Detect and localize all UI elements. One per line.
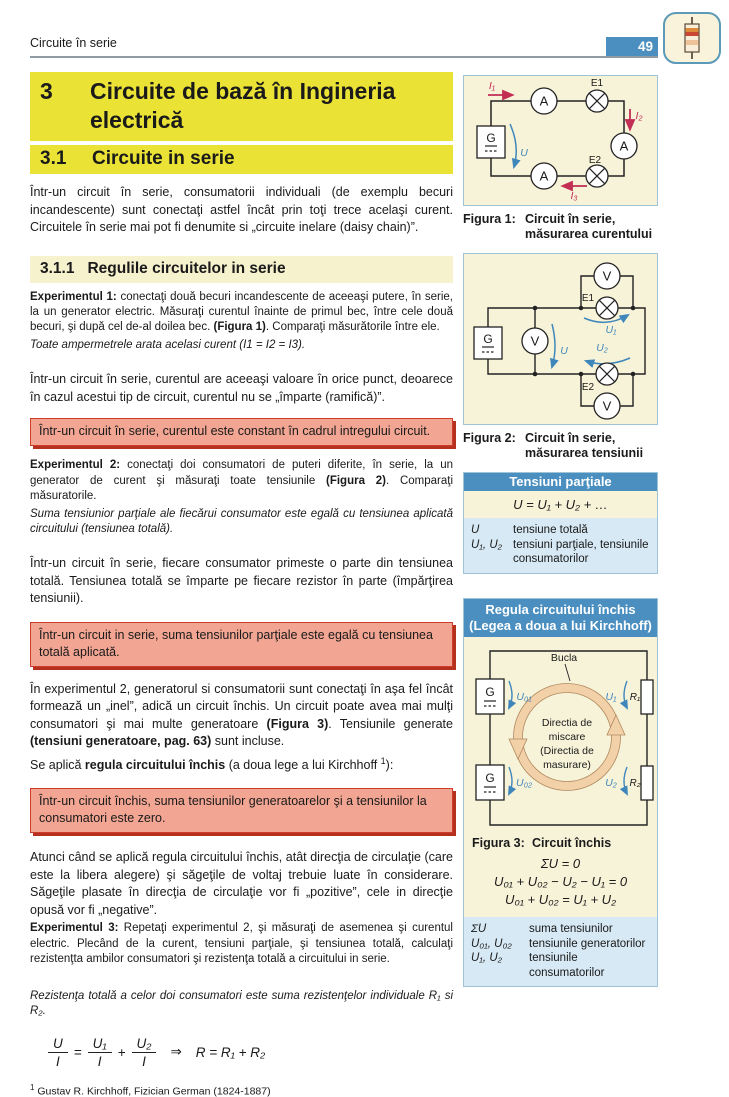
chapter-heading: [30, 72, 453, 141]
loop-rule-title-line2: (Legea a doua a lui Kirchhoff): [466, 618, 655, 634]
legend-definition: suma tensiunilor: [529, 922, 613, 937]
experiment-2-text: conectaţi doi consumatori de puteri diferite, în serie, la un generator de curent şi măsuraţi toate tensiunile: [30, 459, 453, 486]
legend-definition: tensiune totală: [513, 523, 588, 538]
observation-3: Rezistenţa totală a celor doi consumatori este suma rezistenţelor individuale R₁ si R₂.: [30, 989, 453, 1019]
generator-voltages-reference: (tensiuni generatoare, pag. 63): [30, 734, 211, 748]
numerator: U₁: [88, 1036, 112, 1053]
chapter-number: 3: [40, 77, 90, 135]
legend-definition: tensiuni parţiale, tensiunile consumatorilor: [513, 538, 650, 567]
paragraph-kirchhoff: [30, 753, 453, 775]
voltage-u1-label: U₁: [606, 691, 618, 703]
result-expression: R = R₁ + R₂: [196, 1045, 265, 1060]
lamp-e2-label: E2: [582, 382, 595, 393]
voltage-u-label: U: [520, 147, 528, 159]
legend-term: U: [471, 523, 513, 538]
paragraph-direction: Atunci când se aplică regula circuitului închis, atât direcţia de circulaţie (care este la libera alegere) şi săgeţile de voltaj trebuie luate în considerare. Săgeţile plasate în direcţia de circulaţie vor fi „pozitive”, cele in direcţie opusă vor fi „negative”.: [30, 849, 453, 919]
numerator: U: [48, 1036, 68, 1053]
ammeter-2-label: A: [620, 139, 629, 154]
experiment-1-paragraph: [30, 290, 453, 336]
generator-1-label: G: [485, 685, 494, 699]
experiment-3-text: Repetaţi experimentul 2, şi măsuraţi de asemenea şi curentul electric. Plecând de la curent, tensiuni parţiale, şi tensiunea totală, calculaţi rezistenţta ambilor consumatori şi rezistenţa totală a circuitului in serie.: [30, 922, 453, 964]
footnote-marker: 1: [381, 756, 386, 766]
experiment-2-label: Experimentul 2:: [30, 459, 120, 471]
figure-1-caption: [463, 212, 658, 242]
partial-voltages-title: Tensiuni parţiale: [464, 473, 657, 491]
lamp-e1-label: E1: [591, 78, 604, 89]
denominator: I: [137, 1053, 151, 1069]
figure-1-caption-line2: măsurarea curentului: [525, 227, 652, 242]
header-divider: [30, 56, 658, 58]
breadcrumb: Circuite în serie: [30, 36, 117, 50]
subsection-heading: [30, 256, 453, 283]
legend-row: [471, 538, 650, 567]
direction-text-line4: masurare): [543, 759, 591, 771]
loop-rule-legend: [464, 917, 657, 986]
figure-2-diagram: [463, 253, 658, 425]
legend-term: U₀₁, U₀₂: [471, 937, 529, 952]
rule-current-text: Într-un circuit în serie, curentul este constant în cadrul intregului circuit.: [39, 424, 430, 438]
resistor-icon: [663, 12, 721, 64]
section-number: 3.1: [40, 148, 92, 170]
footnote-text: Gustav R. Kirchhoff, Fizician German (1824-1887): [34, 1085, 270, 1097]
voltmeter-main-label: V: [531, 334, 540, 349]
figure-3-caption-text: Circuit închis: [532, 836, 611, 850]
loop-rule-term: regula circuitului închis: [85, 758, 225, 772]
ammeter-3-label: A: [540, 169, 549, 184]
generator-label: G: [483, 332, 492, 346]
partial-voltages-formula: U = U₁ + U₂ + …: [464, 491, 657, 518]
ammeter-1-label: A: [540, 94, 549, 109]
paragraph-loop-text-3: sunt incluse.: [211, 734, 284, 748]
paragraph-loop: [30, 681, 453, 751]
legend-term: ΣU: [471, 922, 529, 937]
kirchhoff-text: Se aplică: [30, 758, 85, 772]
intro-paragraph: Într-un circuit în serie, consumatorii individuali (de exemplu becuri incandescente) sunt conectaţi astfel încât prin toţi trece acelaşi curent. Circuitele în serie mai pot fi denumite si „circuite inelare (daisy chain)”.: [30, 184, 453, 237]
paragraph-voltage: Într-un circuit în serie, fiecare consumator primeste o parte din tensiunea totală. Tensiunea totală se împarte pe fiecare rezistor în parte (împărţirea tensiunii).: [30, 555, 453, 608]
current-i3-label: I₃: [570, 190, 577, 202]
loop-rule-title-line1: Regula circuitului închis: [466, 602, 655, 618]
implies-arrow: ⇒: [170, 1044, 181, 1060]
current-i1-label: I₁: [489, 80, 496, 92]
main-column: [30, 72, 453, 1097]
figure-3-diagram: [464, 637, 657, 832]
legend-definition: tensiunile generatorilor: [529, 937, 645, 952]
footnote-number: 1: [30, 1083, 34, 1092]
figure-2-caption-line2: măsurarea tensiunii: [525, 446, 643, 461]
figure-1-caption-line1: Circuit în serie,: [525, 212, 652, 227]
legend-term: U₁, U₂: [471, 951, 529, 980]
resistance-formula: [30, 1036, 453, 1069]
voltmeter-e1-label: V: [603, 269, 612, 284]
partial-voltages-legend: [464, 518, 657, 573]
partial-voltages-panel: [463, 472, 658, 574]
figure-1-diagram: [463, 75, 658, 206]
legend-row: [471, 951, 650, 980]
rule-box-loop: [30, 788, 453, 833]
voltage-u01-label: U₀₁: [516, 691, 532, 703]
direction-text-line3: (Directia de: [540, 745, 594, 757]
experiment-3-label: Experimentul 3:: [30, 922, 118, 934]
voltage-u-label: U: [560, 345, 568, 357]
voltage-u02-label: U₀₂: [516, 777, 532, 789]
figure-3-caption-label: Figura 3:: [472, 836, 532, 850]
figure-2-caption: [463, 431, 658, 461]
figure-3-caption: [464, 832, 657, 852]
voltage-u1-label: U₁: [606, 324, 618, 336]
plus-sign: +: [118, 1045, 126, 1060]
loop-formula-1: ΣU = 0: [464, 855, 657, 873]
loop-rule-formulas: [464, 852, 657, 917]
voltmeter-e2-label: V: [603, 399, 612, 414]
loop-formula-2: U₀₁ + U₀₂ − U₂ − U₁ = 0: [464, 873, 657, 891]
rule-voltage-text: Într-un circuit in serie, suma tensiunilor parţiale este egală cu tensiunea totală aplicată.: [39, 628, 433, 659]
generator-2-label: G: [485, 771, 494, 785]
figure-1-caption-label: Figura 1:: [463, 212, 525, 242]
experiment-3-paragraph: [30, 921, 453, 967]
figure-2-caption-line1: Circuit în serie,: [525, 431, 643, 446]
loop-label: Bucla: [551, 652, 577, 664]
denominator: I: [51, 1053, 65, 1069]
resistor-r2-label: R₂: [629, 778, 640, 789]
observation-2: Suma tensiunior parţiale ale fiecărui consumator este egală cu tensiunea aplicată circuitului (tensiunea totală).: [30, 507, 453, 537]
experiment-1-text: conectaţi două becuri incandescente de aceeaşi putere, în serie, la un generator electric. Măsuraţi curentul înainte de primul bec, între cele două becuri, şi după cel de-al doilea bec.: [30, 291, 453, 333]
kirchhoff-text-2: (a doua lege a lui Kirchhoff: [225, 758, 380, 772]
fraction-u2-i: [132, 1036, 157, 1069]
rule-box-current: [30, 418, 453, 446]
figure-1-reference: (Figura 1): [213, 321, 265, 333]
page-number-badge: 49: [606, 37, 658, 57]
legend-row: [471, 922, 650, 937]
fraction-u-i: [48, 1036, 68, 1069]
section-title: Circuite in serie: [92, 148, 235, 170]
paragraph-loop-text: În experimentul 2, generatorul si consumatorii sunt conectaţi în aşa fel încât formează un „inel”, adică un circuit închis. Un circuit poate avea mai mulţi consumatori şi mai multe generatoare: [30, 682, 453, 731]
legend-row: [471, 523, 650, 538]
numerator: U₂: [132, 1036, 157, 1053]
kirchhoff-text-3: ):: [386, 758, 394, 772]
lamp-e1-label: E1: [582, 293, 595, 304]
equals-sign: =: [74, 1045, 82, 1060]
legend-definition: tensiunile consumatorilor: [529, 951, 650, 980]
section-heading: [30, 145, 453, 174]
paragraph-loop-text-2: . Tensiunile generate: [328, 717, 453, 731]
legend-row: [471, 937, 650, 952]
current-i2-label: I₂: [636, 110, 643, 122]
lamp-e2-label: E2: [589, 155, 602, 166]
chapter-title: Circuite de bază în Ingineria electrică: [90, 77, 445, 135]
figure-2-reference: (Figura 2): [326, 475, 386, 487]
generator-label: G: [486, 131, 495, 145]
figure-3-reference: (Figura 3): [267, 717, 329, 731]
experiment-2-text-2: . Comparaţi măsuratorile.: [30, 475, 453, 502]
rule-box-voltage: [30, 622, 453, 667]
subsection-title: Regulile circuitelor in serie: [87, 260, 285, 278]
resistor-r1-label: R₁: [630, 692, 640, 703]
denominator: I: [93, 1053, 107, 1069]
fraction-u1-i: [88, 1036, 112, 1069]
loop-rule-title: [464, 599, 657, 637]
subsection-number: 3.1.1: [40, 260, 74, 278]
direction-text-line1: Directia de: [542, 717, 592, 729]
experiment-1-text-2: . Comparaţi măsurătorile între ele.: [266, 321, 440, 333]
paragraph-current: Într-un circuit în serie, curentul are aceeaşi valoare în orice punct, deoarece în cazul acestui tip de circuit, curentul nu se „împarte (ramifică)”.: [30, 371, 453, 406]
footnote: [30, 1083, 453, 1097]
loop-formula-3: U₀₁ + U₀₂ = U₁ + U₂: [464, 891, 657, 909]
loop-rule-panel: [463, 598, 658, 987]
figure-2-caption-label: Figura 2:: [463, 431, 525, 461]
voltage-u2-label: U₂: [596, 342, 608, 354]
legend-term: U₁, U₂: [471, 538, 513, 567]
direction-text-line2: miscare: [549, 731, 586, 743]
rule-loop-text: Într-un circuit închis, suma tensiunilor generatoarelor şi a tensiunilor la consumatori este zero.: [39, 794, 427, 825]
experiment-2-paragraph: [30, 458, 453, 504]
observation-1: Toate ampermetrele arata acelasi curent (I1 = I2 = I3).: [30, 338, 453, 353]
voltage-u2-label: U₂: [605, 777, 617, 789]
experiment-1-label: Experimentul 1:: [30, 291, 117, 303]
